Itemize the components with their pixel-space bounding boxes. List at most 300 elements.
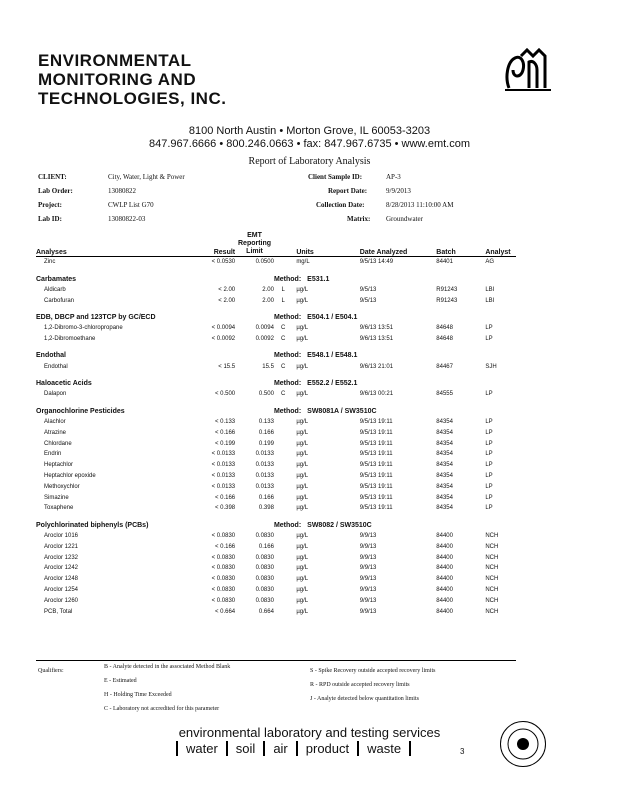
analyte-name: Dalapon: [44, 391, 67, 398]
group-header-row: [36, 514, 516, 531]
table-row: [36, 595, 516, 606]
qualifiers-left: [104, 664, 230, 720]
method-label: Method:: [273, 275, 302, 283]
qualifier-flag: [274, 585, 292, 596]
analyte-name: Atrazine: [44, 429, 67, 436]
qualifier-flag: [274, 606, 292, 617]
units: µg/L: [296, 297, 309, 304]
company-phones: 847.967.6666 • 800.246.0663 • fax: 847.967.6735 • www.emt.com: [149, 138, 470, 150]
batch-id: 84467: [436, 363, 453, 370]
reporting-limit: 0.0830: [255, 532, 274, 539]
reporting-limit: 0.0092: [255, 336, 274, 343]
reporting-limit: 0.0830: [255, 554, 274, 561]
qualifier-flag: [274, 471, 292, 482]
result-value: < 2.00: [218, 297, 236, 304]
units: µg/L: [296, 586, 309, 593]
group-name: Organochlorine Pesticides: [36, 407, 125, 415]
result-value: < 0.166: [214, 429, 236, 436]
report-title: Report of Laboratory Analysis: [248, 156, 371, 167]
qualifier-item: J - Analyte detected below quantitation limits: [310, 696, 419, 702]
units: µg/L: [296, 363, 309, 370]
analyte-name: Aroclor 1232: [44, 554, 79, 561]
group-method: [274, 514, 516, 531]
date-analyzed: 9/5/13 19:11: [359, 418, 393, 425]
method-value: SW8081A / SW3510C: [307, 407, 377, 415]
date-analyzed: 9/9/13: [359, 532, 377, 539]
date-analyzed: 9/9/13: [359, 576, 377, 583]
method-label: Method:: [273, 521, 302, 529]
table-row: [36, 481, 516, 492]
qualifier-flag: [274, 492, 292, 503]
group-method: [274, 268, 516, 285]
group-header-row: [36, 268, 516, 285]
qualifier-flag: [274, 574, 292, 585]
batch-id: 84400: [436, 586, 453, 593]
company-name-line-3: TECHNOLOGIES, INC.: [38, 89, 227, 108]
table-row: [36, 438, 516, 449]
group-name: Polychlorinated biphenyls (PCBs): [36, 521, 149, 529]
result-value: < 0.133: [214, 418, 236, 425]
qualifier-flag: L: [281, 297, 285, 304]
result-value: < 0.0830: [211, 597, 236, 604]
analyte-name: Alachlor: [44, 418, 66, 425]
result-value: < 2.00: [218, 286, 236, 293]
date-analyzed: 9/5/13 19:11: [359, 429, 393, 436]
page-number: 3: [460, 747, 465, 756]
qualifier-item: B - Analyte detected in the associated Method Blank: [104, 664, 231, 670]
group-header-row: [36, 372, 516, 389]
result-value: < 0.0094: [211, 325, 236, 332]
date-analyzed: 9/6/13 21:01: [359, 363, 394, 370]
date-analyzed: 9/5/13 19:11: [359, 472, 393, 479]
analyst: LBI: [485, 286, 495, 293]
reporting-limit: 0.500: [258, 391, 274, 398]
divider: [36, 660, 516, 661]
method-value: E548.1 / E548.1: [307, 352, 358, 360]
table-row: [36, 541, 516, 552]
analyte-name: Zinc: [44, 259, 56, 266]
qualifier-item: E - Estimated: [104, 678, 137, 684]
table-row: [36, 531, 516, 542]
project-value: CWLP List G70: [108, 201, 154, 209]
lab-id-label: Lab ID:: [38, 215, 62, 223]
qualifier-flag: [274, 595, 292, 606]
group-header-row: [36, 306, 516, 323]
table-row: [36, 417, 516, 428]
client-value: City, Water, Light & Power: [108, 173, 185, 181]
date-analyzed: 9/5/13 14:49: [359, 259, 394, 266]
reporting-limit: 0.0133: [255, 472, 274, 479]
units: µg/L: [296, 543, 309, 550]
batch-id: 84354: [436, 440, 453, 447]
qualifier-flag: [274, 563, 292, 574]
analyst: LP: [485, 440, 493, 447]
analyst: LP: [485, 418, 493, 425]
analyte-name: Simazine: [44, 494, 69, 501]
qualifier-item: R - RPD outside accepted recovery limits: [310, 682, 410, 688]
units: µg/L: [296, 608, 309, 615]
date-analyzed: 9/6/13 00:21: [359, 391, 394, 398]
result-value: < 0.166: [214, 494, 236, 501]
reporting-limit: 0.398: [258, 505, 274, 512]
company-name-line-2: MONITORING AND: [38, 70, 197, 89]
group-name: Endothal: [36, 352, 66, 360]
qualifier-flag: C: [280, 363, 286, 370]
analyst: LP: [485, 325, 493, 332]
batch-id: R91243: [436, 297, 458, 304]
analyte-name: Methoxychlor: [44, 483, 80, 490]
qualifier-flag: C: [280, 391, 286, 398]
company-address: 8100 North Austin • Morton Grove, IL 60053-3203: [188, 125, 431, 137]
method-value: E531.1: [307, 275, 330, 283]
date-analyzed: 9/9/13: [359, 543, 377, 550]
analyst: LP: [485, 451, 493, 458]
units: µg/L: [296, 494, 309, 501]
footer-tagline: environmental laboratory and testing services: [178, 725, 441, 740]
table-row: [36, 389, 516, 400]
batch-id: 84648: [436, 325, 453, 332]
reporting-limit: 0.0830: [255, 597, 274, 604]
units: µg/L: [296, 429, 309, 436]
analyte-name: Toxaphene: [44, 505, 74, 512]
qualifier-flag: [274, 449, 292, 460]
qualifier-item: H - Holding Time Exceeded: [104, 692, 172, 698]
lab-order-value: 13080822: [108, 187, 136, 195]
analyst: LP: [485, 462, 493, 469]
batch-id: 84354: [436, 472, 453, 479]
date-analyzed: 9/9/13: [359, 608, 377, 615]
batch-id: 84354: [436, 494, 453, 501]
analyst: AG: [485, 259, 494, 266]
table-row: [36, 257, 516, 268]
table-row: [36, 449, 516, 460]
collection-date-value: 8/28/2013 11:10:00 AM: [386, 201, 454, 209]
result-value: < 0.0133: [211, 483, 236, 490]
report-date-value: 9/9/2013: [386, 187, 411, 195]
analyst: NCH: [485, 554, 499, 561]
batch-id: 84354: [436, 451, 453, 458]
analyte-name: Heptachlor: [44, 462, 74, 469]
sample-id-label: Client Sample ID:: [308, 173, 363, 181]
batch-id: 84354: [436, 483, 453, 490]
group-name: Haloacetic Acids: [36, 380, 92, 388]
analyst: NCH: [485, 565, 499, 572]
group-header-row: [36, 345, 516, 362]
date-analyzed: 9/5/13 19:11: [359, 483, 393, 490]
reporting-limit: 0.0094: [255, 325, 274, 332]
reporting-limit: 0.0830: [255, 586, 274, 593]
date-analyzed: 9/9/13: [359, 586, 377, 593]
accreditation-seal-icon: [500, 721, 546, 767]
results-table: [36, 230, 516, 617]
date-analyzed: 9/5/13 19:11: [359, 462, 393, 469]
analyte-name: Endrin: [44, 451, 62, 458]
col-limit: EMT Reporting Limit: [235, 230, 274, 257]
matrix-value: Groundwater: [386, 215, 423, 223]
result-value: < 0.500: [214, 391, 236, 398]
batch-id: 84401: [436, 259, 453, 266]
units: µg/L: [296, 451, 309, 458]
qualifier-flag: [274, 552, 292, 563]
table-row: [36, 361, 516, 372]
group-header-row: [36, 400, 516, 417]
batch-id: 84354: [436, 462, 453, 469]
batch-id: 84648: [436, 336, 453, 343]
analyst: NCH: [485, 576, 499, 583]
col-qual: [274, 230, 292, 257]
units: µg/L: [296, 440, 309, 447]
date-analyzed: 9/5/13: [359, 286, 377, 293]
report-date-label: Report Date:: [328, 187, 368, 195]
lab-id-value: 13080822-03: [108, 215, 146, 223]
qualifier-flag: [274, 257, 292, 268]
service-waste: waste: [357, 741, 411, 756]
analyte-name: Carbofuran: [44, 297, 75, 304]
method-label: Method:: [273, 352, 302, 360]
client-label: CLIENT:: [38, 173, 67, 181]
result-value: < 0.0133: [211, 462, 236, 469]
units: µg/L: [296, 597, 309, 604]
batch-id: 84400: [436, 532, 453, 539]
qualifier-flag: [274, 503, 292, 514]
analyte-name: Aroclor 1242: [44, 565, 79, 572]
analyte-name: Aroclor 1016: [44, 532, 79, 539]
group-method: [274, 345, 516, 362]
units: µg/L: [296, 391, 309, 398]
units: µg/L: [296, 483, 309, 490]
table-row: [36, 574, 516, 585]
col-units: Units: [292, 230, 359, 257]
group-name: EDB, DBCP and 123TCP by GC/ECD: [36, 314, 156, 322]
result-value: < 0.0830: [211, 565, 236, 572]
table-row: [36, 503, 516, 514]
collection-date-label: Collection Date:: [316, 201, 365, 209]
service-soil: soil: [226, 741, 264, 756]
date-analyzed: 9/5/13 19:11: [359, 505, 393, 512]
result-value: < 0.0830: [211, 554, 236, 561]
reporting-limit: 0.0133: [255, 462, 274, 469]
result-value: < 0.398: [214, 505, 236, 512]
batch-id: 84400: [436, 565, 453, 572]
result-value: < 0.0830: [211, 586, 236, 593]
reporting-limit: 0.0830: [255, 565, 274, 572]
reporting-limit: 0.166: [258, 543, 274, 550]
date-analyzed: 9/5/13: [359, 297, 377, 304]
company-name: [38, 51, 226, 108]
analyte-name: Chlordane: [44, 440, 72, 447]
col-date: Date Analyzed: [360, 230, 437, 257]
result-value: < 0.0830: [211, 532, 236, 539]
analyst: LBI: [485, 297, 495, 304]
result-value: < 0.0092: [211, 336, 236, 343]
analyst: SJH: [485, 363, 497, 370]
qualifiers-right: [310, 668, 435, 710]
analyte-name: 1,2-Dibromoethane: [44, 336, 96, 343]
analyst: LP: [485, 494, 493, 501]
qualifier-flag: [274, 541, 292, 552]
service-water: water: [176, 741, 226, 756]
result-value: < 0.0530: [211, 259, 236, 266]
analyst: LP: [485, 429, 493, 436]
qualifier-item: S - Spike Recovery outside accepted recovery limits: [310, 668, 436, 674]
reporting-limit: 0.0830: [255, 576, 274, 583]
qualifier-flag: [274, 427, 292, 438]
matrix-label: Matrix:: [347, 215, 371, 223]
reporting-limit: 0.166: [258, 494, 274, 501]
units: µg/L: [296, 532, 309, 539]
batch-id: 84354: [436, 429, 453, 436]
batch-id: 84400: [436, 597, 453, 604]
reporting-limit: 0.166: [258, 429, 274, 436]
reporting-limit: 2.00: [262, 297, 274, 304]
method-value: SW8082 / SW3510C: [307, 521, 372, 529]
analyst: LP: [485, 483, 493, 490]
batch-id: 84555: [436, 391, 453, 398]
reporting-limit: 0.133: [258, 418, 274, 425]
table-row: [36, 323, 516, 334]
reporting-limit: 0.199: [258, 440, 274, 447]
analyst: LP: [485, 336, 493, 343]
batch-id: 84400: [436, 608, 453, 615]
result-value: < 0.0133: [211, 472, 236, 479]
col-analyses: Analyses: [36, 230, 189, 257]
reporting-limit: 2.00: [262, 286, 274, 293]
lab-order-label: Lab Order:: [38, 187, 73, 195]
qualifier-item: C - Laboratory not accredited for this parameter: [104, 706, 220, 712]
method-value: E504.1 / E504.1: [307, 314, 358, 322]
units: µg/L: [296, 576, 309, 583]
date-analyzed: 9/5/13 19:11: [359, 494, 393, 501]
qualifier-flag: [274, 481, 292, 492]
table-row: [36, 295, 516, 306]
footer-services: [176, 741, 411, 756]
reporting-limit: 0.664: [258, 608, 274, 615]
method-label: Method:: [273, 407, 302, 415]
units: µg/L: [296, 286, 309, 293]
company-name-line-1: ENVIRONMENTAL: [38, 51, 192, 70]
analyst: NCH: [485, 597, 499, 604]
analyst: LP: [485, 472, 493, 479]
project-label: Project:: [38, 201, 62, 209]
group-method: [274, 372, 516, 389]
batch-id: 84400: [436, 576, 453, 583]
units: µg/L: [296, 418, 309, 425]
date-analyzed: 9/9/13: [359, 597, 377, 604]
qualifier-flag: [274, 460, 292, 471]
table-row: [36, 606, 516, 617]
service-product: product: [296, 741, 357, 756]
table-row: [36, 563, 516, 574]
units: mg/L: [296, 259, 310, 266]
table-row: [36, 460, 516, 471]
reporting-limit: 0.0500: [255, 259, 274, 266]
analyte-name: 1,2-Dibromo-3-chloropropane: [44, 325, 123, 332]
batch-id: 84400: [436, 554, 453, 561]
units: µg/L: [296, 565, 309, 572]
analyte-name: Aroclor 1248: [44, 576, 79, 583]
batch-id: 84400: [436, 543, 453, 550]
units: µg/L: [296, 554, 309, 561]
qualifier-flag: [274, 438, 292, 449]
results-header-row: [36, 230, 516, 257]
group-method: [274, 306, 516, 323]
analyst: NCH: [485, 532, 499, 539]
analyte-name: Aroclor 1254: [44, 586, 79, 593]
table-row: [36, 492, 516, 503]
table-row: [36, 427, 516, 438]
qualifier-flag: [274, 417, 292, 428]
batch-id: 84354: [436, 418, 453, 425]
analyte-name: Aldicarb: [44, 286, 66, 293]
method-label: Method:: [273, 314, 302, 322]
qualifier-flag: C: [280, 336, 286, 343]
qualifier-flag: L: [281, 286, 285, 293]
date-analyzed: 9/9/13: [359, 554, 377, 561]
group-name: Carbamates: [36, 275, 77, 283]
qualifier-flag: [274, 531, 292, 542]
date-analyzed: 9/9/13: [359, 565, 377, 572]
col-batch: Batch: [436, 230, 485, 257]
analyst: NCH: [485, 543, 499, 550]
table-row: [36, 552, 516, 563]
qualifiers-label: Qualifiers:: [38, 668, 64, 674]
reporting-limit: 0.0133: [255, 483, 274, 490]
date-analyzed: 9/6/13 13:51: [359, 325, 394, 332]
table-row: [36, 285, 516, 296]
units: µg/L: [296, 336, 309, 343]
analyst: NCH: [485, 586, 499, 593]
batch-id: R91243: [436, 286, 458, 293]
method-value: E552.2 / E552.1: [307, 380, 358, 388]
result-value: < 0.0830: [211, 576, 236, 583]
batch-id: 84354: [436, 505, 453, 512]
analyte-name: Heptachlor epoxide: [44, 472, 96, 479]
date-analyzed: 9/6/13 13:51: [359, 336, 394, 343]
result-value: < 0.199: [214, 440, 236, 447]
reporting-limit: 15.5: [262, 363, 274, 370]
emt-logo-icon: [503, 48, 553, 94]
analyte-name: Aroclor 1260: [44, 597, 79, 604]
group-method: [274, 400, 516, 417]
table-row: [36, 471, 516, 482]
result-value: < 0.664: [214, 608, 236, 615]
col-result: Result: [189, 230, 235, 257]
units: µg/L: [296, 472, 309, 479]
result-value: < 15.5: [218, 363, 236, 370]
units: µg/L: [296, 505, 309, 512]
date-analyzed: 9/5/13 19:11: [359, 451, 393, 458]
result-value: < 0.166: [214, 543, 236, 550]
reporting-limit: 0.0133: [255, 451, 274, 458]
units: µg/L: [296, 325, 309, 332]
date-analyzed: 9/5/13 19:11: [359, 440, 393, 447]
analyst: LP: [485, 391, 493, 398]
analyst: LP: [485, 505, 493, 512]
service-air: air: [263, 741, 295, 756]
sample-id-value: AP-3: [386, 173, 401, 181]
table-row: [36, 585, 516, 596]
method-label: Method:: [273, 380, 302, 388]
qualifier-flag: C: [280, 325, 286, 332]
analyte-name: Aroclor 1221: [44, 543, 79, 550]
analyte-name: PCB, Total: [44, 608, 73, 615]
analyte-name: Endothal: [44, 363, 68, 370]
table-row: [36, 334, 516, 345]
result-value: < 0.0133: [211, 451, 236, 458]
analyst: NCH: [485, 608, 499, 615]
units: µg/L: [296, 462, 309, 469]
col-analyst: Analyst: [485, 230, 516, 257]
